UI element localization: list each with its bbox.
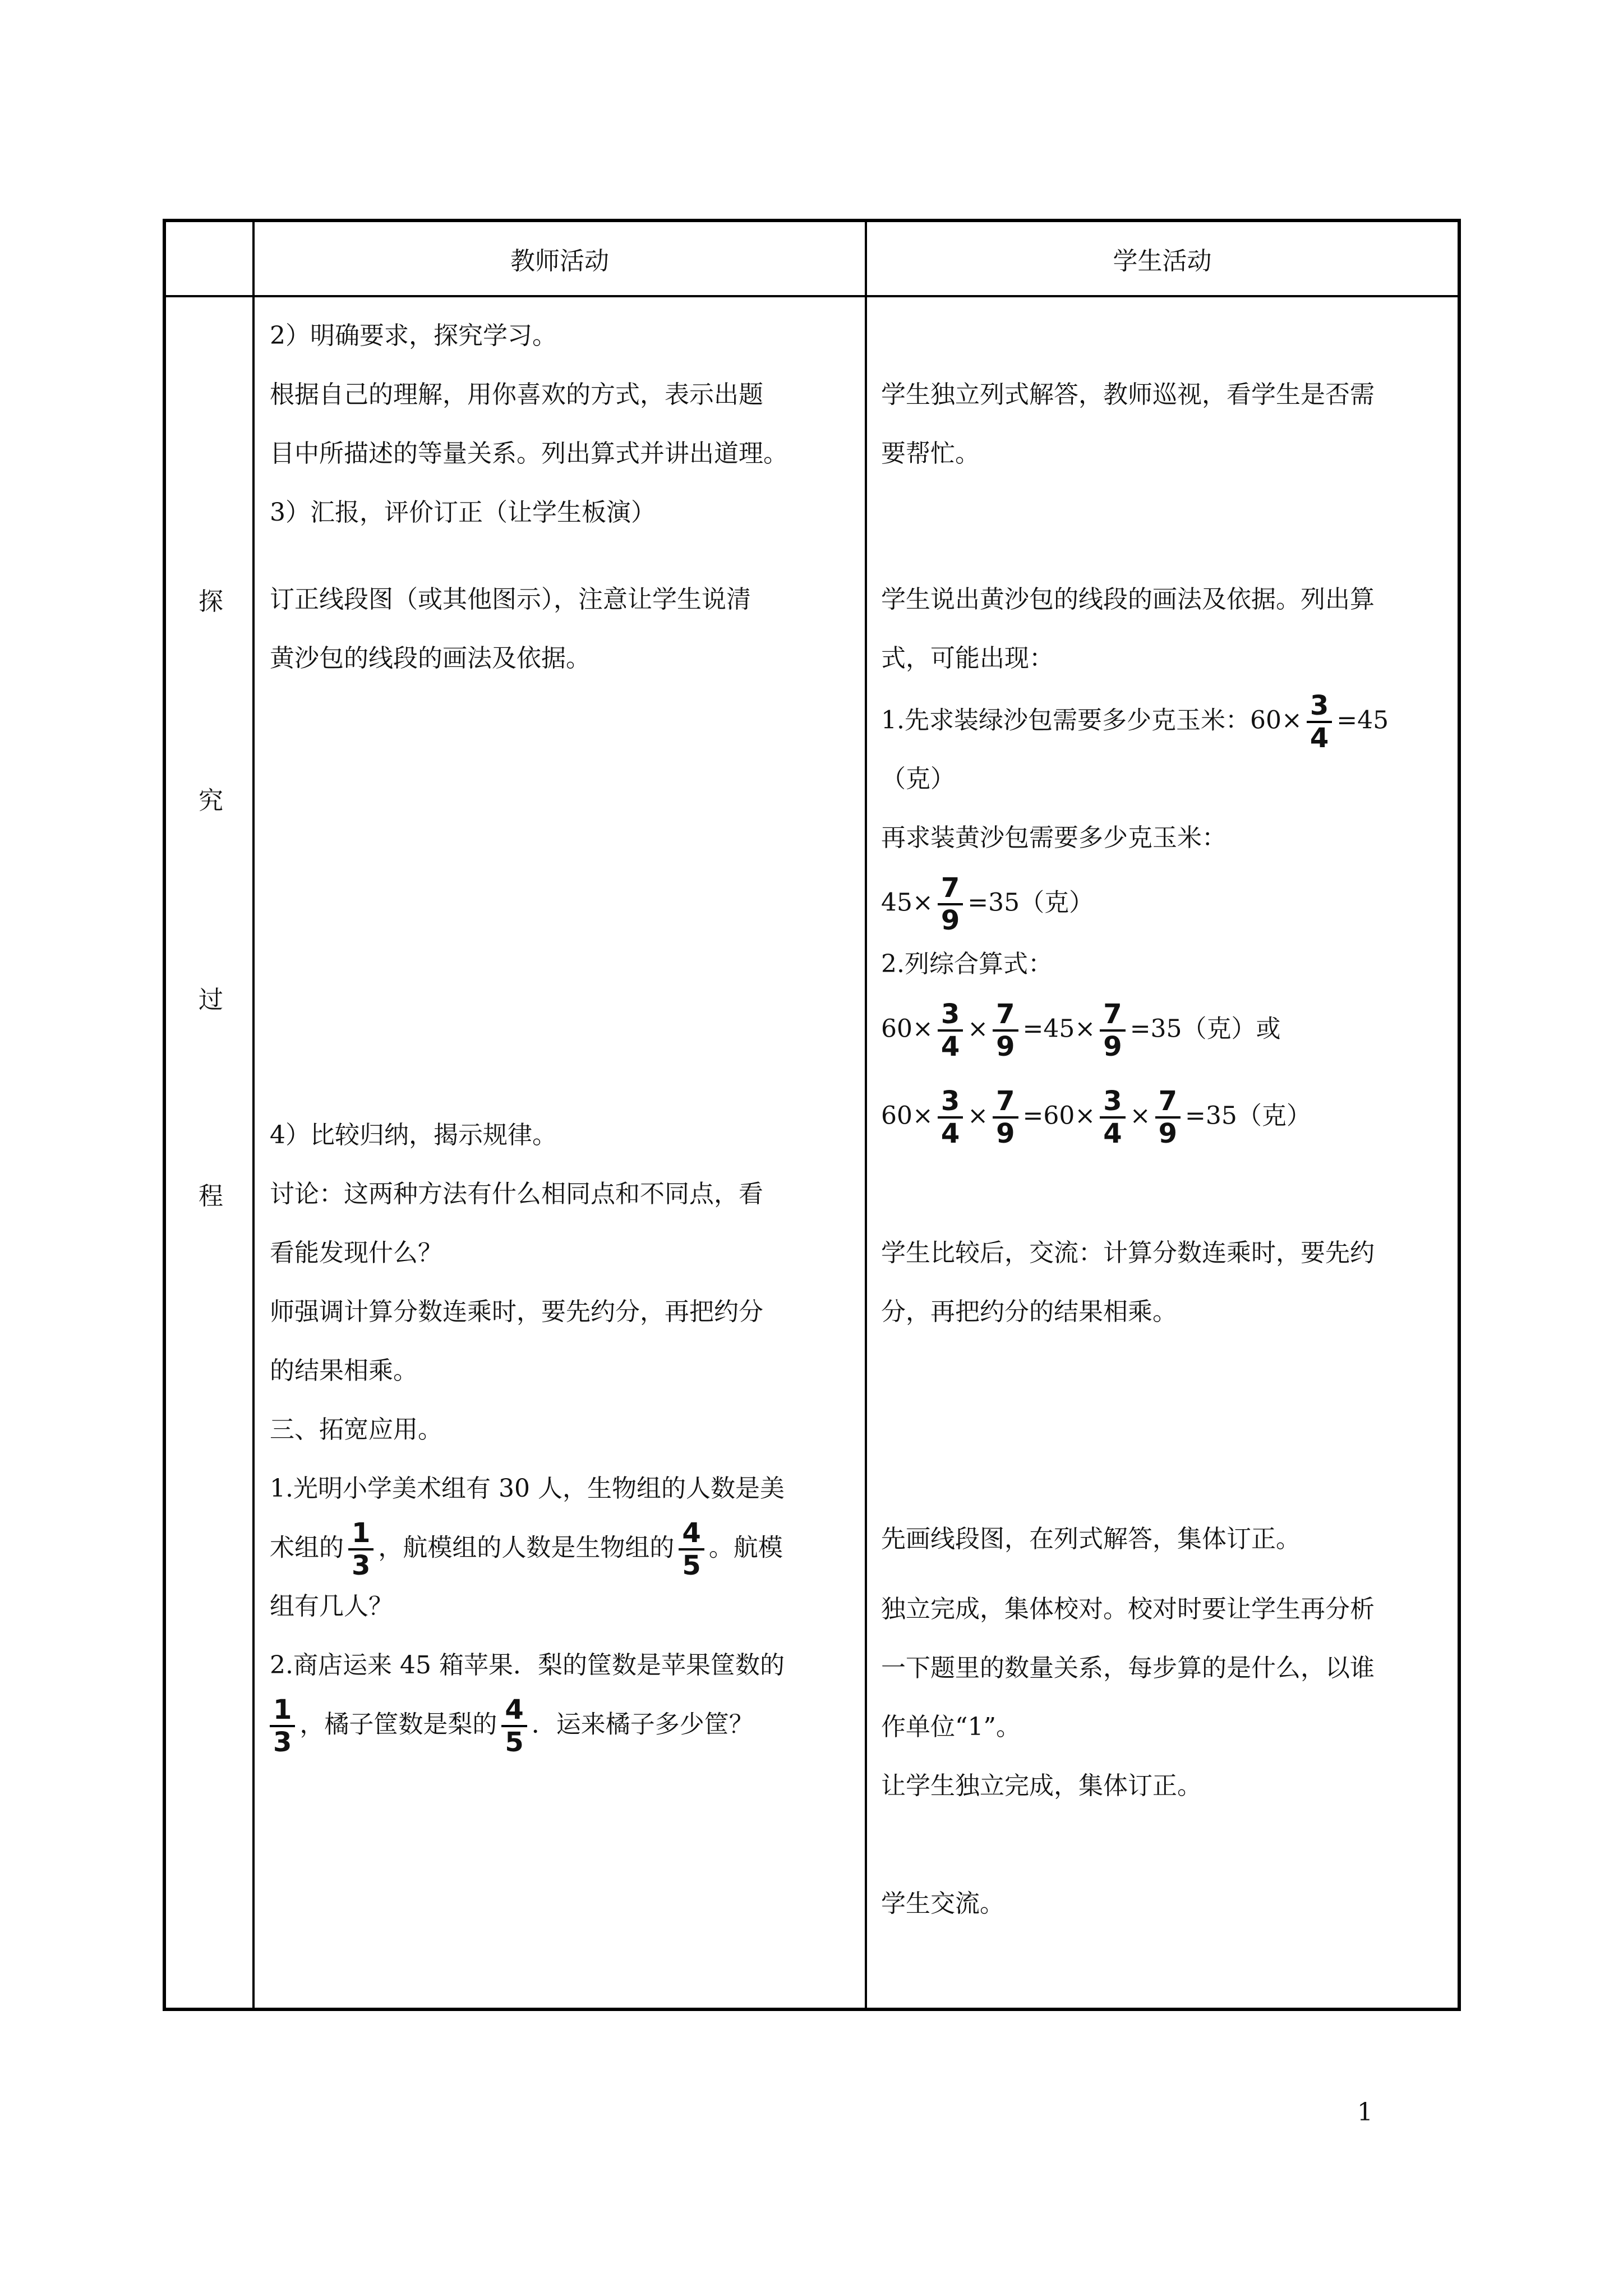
denominator: 4 [1103,1118,1122,1149]
numerator: 3 [1100,1086,1125,1119]
student-activity-header: 学生活动 [1113,247,1212,275]
teacher-line: 1.光明小学美术组有 30 人，生物组的人数是美 [270,1474,785,1503]
student-line: 分，再把约分的结果相乘。 [881,1297,1177,1326]
text-span: =45× [1022,1014,1096,1043]
numerator: 7 [1155,1086,1181,1119]
fraction-four-fifths [501,1695,527,1757]
formula-line [881,873,1094,936]
lesson-table [163,219,1461,2011]
teacher-line: 黄沙包的线段的画法及依据。 [270,644,591,673]
text-span: 。航模 [708,1533,783,1562]
text-span: × [967,1014,989,1043]
side-label-char: 探 [199,587,223,616]
fraction-four-fifths [679,1518,704,1581]
student-line: 学生交流。 [881,1889,1004,1918]
text-span: 1.先求装绿沙包需要多少克玉米：60× [881,706,1302,735]
text-span: =35（克）或 [1129,1014,1281,1043]
student-line: （克） [881,765,955,793]
teacher-line: 3）汇报，评价订正（让学生板演） [270,498,656,527]
question-1-line [270,1518,783,1581]
fraction-one-third [348,1518,374,1581]
column-divider-2 [865,222,867,2008]
teacher-line: 订正线段图（或其他图示），注意让学生说清 [270,585,751,614]
student-line: 先画线段图，在列式解答，集体订正。 [881,1525,1301,1553]
numerator: 3 [1307,691,1332,723]
denominator: 3 [273,1727,292,1758]
question-2-line [270,1695,754,1757]
fraction-three-quarters [1100,1086,1125,1149]
text-span: 60× [881,1014,933,1043]
text-span: ．运来橘子多少筐？ [531,1710,754,1739]
student-line: 学生比较后，交流：计算分数连乘时，要先约 [881,1239,1375,1267]
numerator: 4 [679,1518,704,1550]
fraction-seven-ninths [1100,999,1125,1062]
denominator: 5 [505,1727,524,1758]
text-span: ，橘子筐数是梨的 [299,1710,497,1739]
teacher-line: 4）比较归纳，揭示规律。 [270,1121,557,1149]
student-line: 式，可能出现： [881,644,1054,673]
denominator: 9 [996,1031,1015,1062]
student-line: 要帮忙。 [881,439,980,468]
text-span: =35（克） [967,888,1094,917]
numerator: 3 [938,1086,963,1119]
fraction-seven-ninths [938,873,963,936]
student-line: 作单位“1”。 [881,1713,1021,1741]
formula-line [881,691,1389,753]
student-line: 2.列综合算式： [881,950,1053,978]
text-span: 60× [881,1101,933,1130]
fraction-one-third [270,1695,295,1757]
column-divider-1 [252,222,255,2008]
formula-line [881,999,1281,1062]
side-label-char: 过 [199,986,223,1014]
denominator: 9 [1103,1031,1122,1062]
fraction-seven-ninths [1155,1086,1181,1149]
numerator: 3 [938,999,963,1032]
teacher-line: 三、拓宽应用。 [270,1415,442,1444]
page-number: 1 [1357,2098,1373,2127]
side-label-char: 程 [199,1182,223,1211]
denominator: 9 [1158,1118,1177,1149]
teacher-line: 组有几人？ [270,1592,393,1621]
denominator: 4 [940,1031,960,1062]
numerator: 4 [501,1695,527,1727]
numerator: 7 [993,1086,1018,1119]
student-line: 一下题里的数量关系，每步算的是什么，以谁 [881,1654,1375,1682]
header-divider [166,295,1458,297]
denominator: 3 [352,1550,371,1581]
fraction-seven-ninths [993,999,1018,1062]
teacher-line: 目中所描述的等量关系。列出算式并讲出道理。 [270,439,788,468]
numerator: 7 [1100,999,1125,1032]
text-span: ，航模组的人数是生物组的 [378,1533,675,1562]
denominator: 9 [996,1118,1015,1149]
fraction-three-quarters [938,1086,963,1149]
teacher-activity-header: 教师活动 [510,247,609,275]
formula-line [881,1086,1311,1149]
student-line: 让学生独立完成，集体订正。 [881,1772,1202,1800]
teacher-line: 师强调计算分数连乘时，要先约分，再把约分 [270,1297,763,1326]
text-span: 术组的 [270,1533,344,1562]
student-line: 独立完成，集体校对。校对时要让学生再分析 [881,1595,1375,1623]
text-span: =35（克） [1184,1101,1311,1130]
student-line: 再求装黄沙包需要多少克玉米： [881,823,1227,852]
numerator: 1 [270,1695,295,1727]
teacher-line: 2）明确要求，探究学习。 [270,321,557,350]
teacher-line: 2.商店运来 45 箱苹果．梨的筐数是苹果筐数的 [270,1651,785,1680]
denominator: 5 [682,1550,701,1581]
teacher-line: 的结果相乘。 [270,1356,418,1385]
fraction-seven-ninths [993,1086,1018,1149]
teacher-line: 看能发现什么？ [270,1239,442,1267]
fraction-three-quarters [938,999,963,1062]
numerator: 1 [348,1518,374,1550]
teacher-line: 讨论：这两种方法有什么相同点和不同点，看 [270,1180,763,1208]
teacher-line: 根据自己的理解，用你喜欢的方式，表示出题 [270,380,763,409]
fraction-three-quarters [1307,691,1332,753]
denominator: 4 [1310,723,1329,754]
student-line: 学生独立列式解答，教师巡视，看学生是否需 [881,380,1375,409]
text-span: =60× [1022,1101,1096,1130]
numerator: 7 [993,999,1018,1032]
student-line: 学生说出黄沙包的线段的画法及依据。列出算 [881,585,1375,614]
denominator: 4 [940,1118,960,1149]
numerator: 7 [938,873,963,905]
denominator: 9 [940,905,960,936]
text-span: =45 [1336,706,1389,735]
text-span: × [1129,1101,1151,1130]
text-span: × [967,1101,989,1130]
text-span: 45× [881,888,933,917]
side-label-char: 究 [199,786,223,815]
